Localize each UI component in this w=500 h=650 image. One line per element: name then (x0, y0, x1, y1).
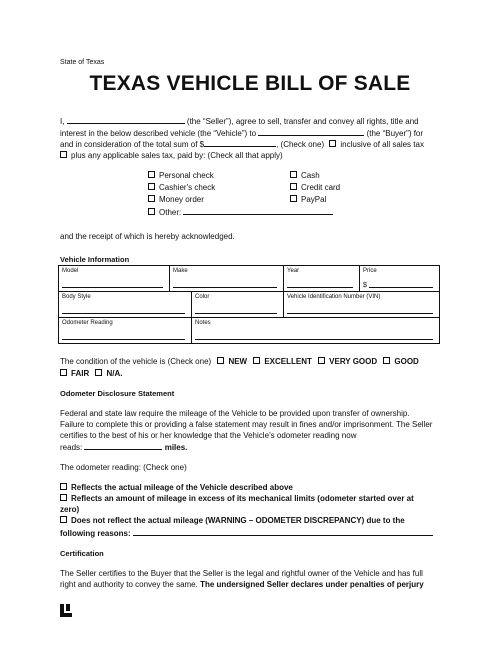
option-label: Reflects the actual mileage of the Vehicle described above (71, 483, 293, 492)
intro-text: I, (60, 117, 65, 126)
miles-label: miles. (164, 443, 188, 452)
model-cell[interactable] (59, 266, 170, 292)
make-cell[interactable] (170, 266, 284, 292)
option-label: PayPal (301, 195, 327, 204)
sale-amount-field[interactable] (204, 139, 276, 147)
payment-cashiers-check[interactable] (148, 183, 215, 193)
vehicle-info-heading: Vehicle Information (60, 255, 130, 264)
certification-line-1: The Seller certifies to the Buyer that the Seller is the legal and rightful owner of the Vehicle and has full (60, 569, 423, 578)
odometer-paragraph-3: certifies to the best of his or her knowledge that the Vehicle’s odometer reading now (60, 431, 357, 440)
odometer-option-excess[interactable] (60, 494, 414, 504)
price-line (369, 287, 433, 288)
condition-new-checkbox[interactable] (217, 357, 224, 364)
price-cell[interactable] (360, 266, 440, 292)
cell-label: Model (62, 268, 79, 274)
condition-fair-checkbox[interactable] (60, 369, 67, 376)
vin-line (287, 313, 433, 314)
option-label: Does not reflect the actual mileage (WARNING – ODOMETER DISCREPANCY) due to the (71, 516, 405, 525)
brand-logo-icon (60, 604, 72, 617)
payment-personal-check[interactable] (148, 171, 214, 181)
payment-paypal[interactable] (290, 195, 326, 205)
intro-text: (the “Buyer”) for (366, 129, 424, 138)
option-label: N/A. (106, 369, 123, 378)
payment-credit-card[interactable] (290, 183, 340, 193)
checkbox[interactable] (60, 516, 67, 523)
checkbox[interactable] (290, 171, 297, 178)
reasons-field[interactable] (133, 528, 433, 536)
cert-bold-text: The undersigned Seller declares under penalties of perjury (200, 580, 424, 589)
odometer-reasons-line (60, 528, 433, 539)
payment-cash[interactable] (290, 171, 320, 181)
cell-label: Make (173, 268, 188, 274)
mileage-field[interactable] (84, 442, 162, 450)
condition-line-1 (60, 357, 419, 367)
notes-line (195, 339, 433, 340)
odometer-reading-lead: The odometer reading: (Check one) (60, 463, 187, 472)
vin-cell[interactable] (284, 292, 440, 318)
condition-line-2 (60, 369, 122, 379)
checkbox[interactable] (148, 195, 155, 202)
reads-label: reads: (60, 443, 83, 452)
intro-text: (the “Seller”), agree to sell, transfer and convey all rights, title and (186, 117, 419, 126)
condition-lead: The condition of the vehicle is (Check one) (60, 357, 212, 366)
buyer-name-field[interactable] (258, 128, 364, 136)
odometer-reading-cell[interactable] (59, 318, 192, 344)
cell-label: Notes (195, 320, 211, 326)
payment-money-order[interactable] (148, 195, 204, 205)
certification-line-2 (60, 580, 424, 590)
other-payment-field[interactable] (183, 207, 333, 215)
odometer-option-actual[interactable] (60, 483, 293, 493)
intro-line-1 (60, 116, 419, 127)
condition-very-good-checkbox[interactable] (318, 357, 325, 364)
odometer-reads-line (60, 442, 187, 453)
intro-text: inclusive of all sales tax (340, 140, 424, 149)
option-label: Personal check (159, 171, 214, 180)
checkbox[interactable] (148, 208, 155, 215)
option-label: Other: (159, 208, 182, 217)
table-row (59, 318, 440, 344)
checkbox[interactable] (290, 183, 297, 190)
odometer-paragraph-1: Federal and state law require the mileage of the Vehicle to be provided upon transfer of ownership. (60, 409, 410, 418)
payment-other[interactable] (148, 207, 333, 218)
intro-text: , (Check one) (276, 140, 325, 149)
model-line (62, 287, 163, 288)
condition-good-checkbox[interactable] (383, 357, 390, 364)
option-label: VERY GOOD (329, 357, 378, 366)
checkbox[interactable] (148, 183, 155, 190)
cell-label: Price (363, 268, 377, 274)
certification-heading: Certification (60, 549, 104, 558)
cell-label: Odometer Reading (62, 320, 113, 326)
option-label: Money order (159, 195, 204, 204)
option-label: GOOD (394, 357, 419, 366)
condition-excellent-checkbox[interactable] (253, 357, 260, 364)
checkbox[interactable] (60, 483, 67, 490)
checkbox[interactable] (290, 195, 297, 202)
intro-line-2 (60, 128, 423, 139)
option-label: Cash (301, 171, 320, 180)
cell-label: Vehicle Identification Number (VIN) (287, 294, 381, 300)
intro-text: interest in the below described vehicle (the “Vehicle”) to (60, 129, 257, 138)
cell-label: Color (195, 294, 210, 300)
document-title: TEXAS VEHICLE BILL OF SALE (89, 72, 411, 95)
body-style-line (62, 313, 185, 314)
year-cell[interactable] (284, 266, 360, 292)
table-row (59, 266, 440, 292)
vehicle-info-table (58, 265, 440, 344)
option-label: EXCELLENT (264, 357, 312, 366)
seller-name-field[interactable] (67, 116, 185, 124)
cell-label: Year (287, 268, 300, 274)
receipt-text: and the receipt of which is hereby acknowledged. (60, 232, 235, 241)
intro-line-3 (60, 139, 424, 150)
checkbox[interactable] (60, 494, 67, 501)
odometer-line (62, 339, 185, 340)
odometer-option-not-actual[interactable] (60, 516, 405, 526)
option-label: Cashier's check (159, 183, 216, 192)
reasons-label: following reasons: (60, 529, 131, 538)
option-label: Credit card (301, 183, 341, 192)
color-line (195, 313, 277, 314)
odometer-heading: Odometer Disclosure Statement (60, 389, 175, 398)
checkbox[interactable] (148, 171, 155, 178)
cert-text: right and authority to convey the same. (60, 580, 198, 589)
year-line (287, 287, 353, 288)
body-style-cell[interactable] (59, 292, 192, 318)
dollar-sign: $ (363, 282, 367, 289)
option-label: Reflects an amount of mileage in excess of its mechanical limits (odometer started over at (71, 494, 414, 503)
intro-text: plus any applicable sales tax, paid by: (Check all that apply) (71, 151, 283, 160)
odometer-option-excess-cont: zero) (60, 505, 80, 514)
option-label: FAIR (71, 369, 90, 378)
odometer-paragraph-2: Failure to complete this or providing a false statement may result in fines and/or imprisonment. The Seller (60, 420, 433, 429)
condition-na-checkbox[interactable] (95, 369, 102, 376)
state-label: State of Texas (60, 59, 105, 66)
color-cell[interactable] (192, 292, 284, 318)
intro-text: and in consideration of the total sum of $ (60, 140, 205, 149)
option-label: NEW (228, 357, 248, 366)
cell-label: Body Style (62, 294, 91, 300)
inclusive-tax-checkbox[interactable] (329, 140, 336, 147)
plus-tax-checkbox[interactable] (60, 151, 67, 158)
make-line (173, 287, 277, 288)
intro-line-4 (60, 151, 283, 161)
table-row (59, 292, 440, 318)
notes-cell[interactable] (192, 318, 440, 344)
